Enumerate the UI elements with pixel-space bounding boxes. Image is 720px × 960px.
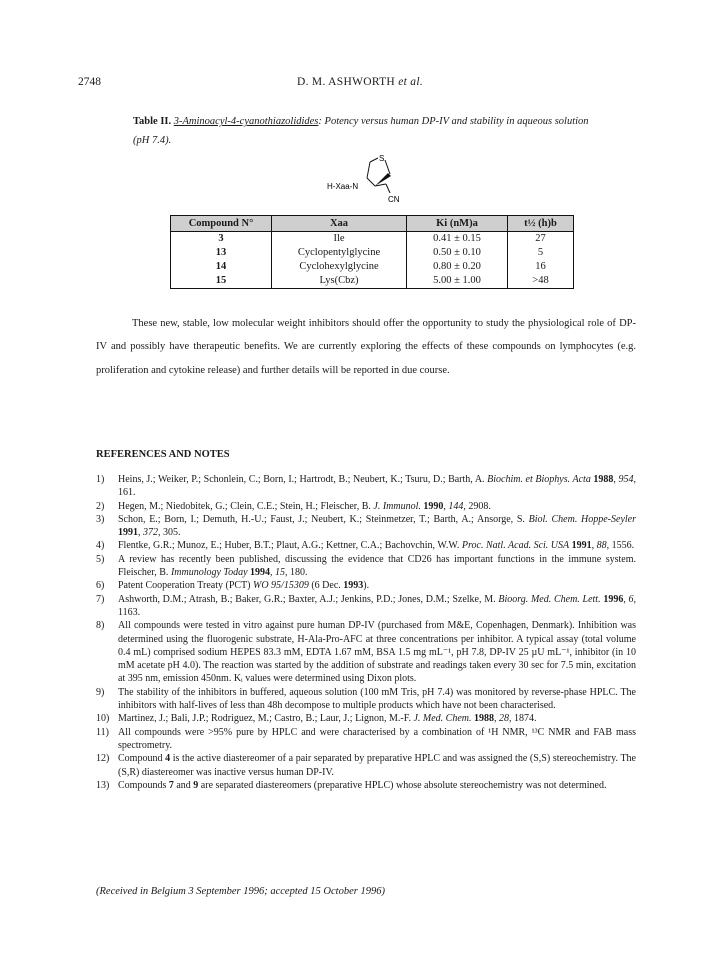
- reference-item: [96, 726, 636, 753]
- cell-xaa: Cyclohexylglycine: [272, 260, 407, 274]
- cell-ki: 5.00 ± 1.00: [407, 274, 508, 289]
- reference-text: Heins, J.; Weiker, P.; Schonlein, C.; Born, I.; Hartrodt, B.; Neubert, K.; Tsuru, D.; Barth, A. Biochim. et Biophys. Acta 1988, 954, 161.: [118, 474, 637, 499]
- table-row: [171, 246, 574, 260]
- reference-item: [96, 619, 636, 685]
- reference-number: 4): [96, 540, 105, 552]
- reference-text: All compounds were >95% pure by HPLC and were characterised by a combination of ¹H NMR, ¹³C NMR and FAB mass spectrometry.: [118, 726, 636, 751]
- reference-number: 3): [96, 513, 105, 525]
- col-header-ki: Ki (nM)a: [407, 216, 508, 232]
- running-head-authors: D. M. ASHWORTH: [296, 76, 396, 88]
- cell-xaa: Ile: [272, 232, 407, 247]
- references-heading: REFERENCES AND NOTES: [96, 449, 230, 460]
- structure-amine-label: H-Xaa-N: [327, 182, 359, 191]
- reference-item: [96, 500, 636, 513]
- reference-text: Patent Cooperation Treaty (PCT) WO 95/15309 (6 Dec. 1993).: [118, 580, 370, 592]
- reference-text: Schon, E.; Born, I.; Demuth, H.-U.; Faust, J.; Neubert, K.; Steinmetzer, T.; Barth, A.; Ansorge, S. Biol. Chem. Hoppe-Seyler 1991, 372, 305.: [118, 513, 636, 539]
- cell-xaa: Cyclopentylglycine: [272, 246, 407, 260]
- page-header: [78, 76, 642, 92]
- reference-item: [96, 752, 636, 779]
- cell-xaa: Lys(Cbz): [272, 274, 407, 289]
- reference-number: 11): [96, 726, 109, 738]
- reference-item: [96, 579, 636, 592]
- reference-number: 5): [96, 553, 105, 565]
- potency-table: [170, 215, 574, 289]
- cell-compound: 15: [215, 275, 227, 286]
- cell-compound: 14: [215, 261, 227, 272]
- reference-item: [96, 553, 636, 580]
- reference-item: [96, 686, 636, 713]
- cell-ki: 0.41 ± 0.15: [407, 232, 508, 247]
- reference-item: [96, 593, 636, 620]
- reference-text: Ashworth, D.M.; Atrash, B.; Baker, G.R.; Baxter, A.J.; Jenkins, P.D.; Jones, D.M.; Szelke, M. Bioorg. Med. Chem. Lett. 1996, 6, 1163.: [118, 593, 637, 618]
- table-title-compound-class: 3-Aminoacyl-4-cyanothiazolidides: [173, 116, 319, 127]
- reference-text: Hegen, M.; Niedobitek, G.; Clein, C.E.; Stein, H.; Fleischer, B. J. Immunol. 1990, 144, 2908.: [118, 500, 491, 512]
- table-row: [171, 274, 574, 289]
- table-title-rest: : Potency versus human DP-IV and stability in aqueous solution (pH 7.4).: [133, 116, 589, 146]
- reference-number: 10): [96, 713, 110, 725]
- cell-half-life: 27: [508, 232, 574, 247]
- reference-item: [96, 513, 636, 540]
- reference-text: A review has recently been published, discussing the evidence that CD26 has important functions in the immune system. Fleischer, B. Immunology Today 1994, 15, 180.: [118, 553, 636, 579]
- structure-sulfur-label: S: [379, 154, 385, 163]
- table-label: Table II.: [133, 116, 172, 127]
- structure-nitrile-label: CN: [388, 195, 400, 204]
- reference-item: [96, 539, 636, 552]
- body-paragraph: These new, stable, low molecular weight inhibitors should offer the opportunity to study the physiological role of DP-IV and possibly have therapeutic benefits. We are currently exploring the effects of these compounds on lymphocytes (e.g. proliferation and cytokine release) and further details will be reported in due course.: [96, 318, 636, 376]
- reference-number: 12): [96, 753, 110, 765]
- reference-text: Compound 4 is the active diastereomer of a pair separated by preparative HPLC and was assigned the (S,S) stereochemistry. The (S,R) diastereomer was inactive versus human DP-IV.: [118, 753, 636, 778]
- references-list: [96, 473, 636, 792]
- cell-compound: 13: [215, 247, 227, 258]
- page-number: 2748: [78, 76, 101, 88]
- cell-half-life: 16: [508, 260, 574, 274]
- reference-text: Compounds 7 and 9 are separated diastereomers (preparative HPLC) whose absolute stereochemistry was not determined.: [118, 779, 607, 791]
- reference-item: [96, 779, 636, 792]
- reference-number: 6): [96, 580, 105, 592]
- col-header-half-life: t½ (h)b: [508, 216, 574, 232]
- reference-number: 7): [96, 593, 105, 605]
- col-header-compound: Compound N°: [171, 216, 272, 232]
- reference-number: 13): [96, 779, 110, 791]
- reference-text: The stability of the inhibitors in buffered, aqueous solution (100 mM Tris, pH 7.4) was monitored by reverse-phase HPLC. The inhibitors with half-lives of less than 48h decompose to multiple products which have not been characterised.: [118, 686, 636, 712]
- reference-text: Flentke, G.R.; Munoz, E.; Huber, B.T.; Plaut, A.G.; Kettner, C.A.; Bachovchin, W.W. Proc. Natl. Acad. Sci. USA 1991, 88, 1556.: [118, 540, 635, 552]
- cell-half-life: >48: [508, 274, 574, 289]
- reference-item: [96, 473, 636, 500]
- reference-number: 9): [96, 686, 105, 698]
- cell-half-life: 5: [508, 246, 574, 260]
- running-head-etal: et al.: [398, 76, 424, 88]
- table-header-row: [171, 216, 574, 232]
- col-header-xaa: Xaa: [272, 216, 407, 232]
- cell-ki: 0.50 ± 0.10: [407, 246, 508, 260]
- running-head: [78, 76, 642, 88]
- table-row: [171, 232, 574, 247]
- table-caption: [133, 112, 603, 150]
- cell-ki: 0.80 ± 0.20: [407, 260, 508, 274]
- table-row: [171, 260, 574, 274]
- reference-number: 2): [96, 500, 105, 512]
- received-note: (Received in Belgium 3 September 1996; accepted 15 October 1996): [96, 886, 385, 897]
- cell-compound: 3: [218, 233, 224, 244]
- reference-text: Martinez, J.; Bali, J.P.; Rodriguez, M.; Castro, B.; Laur, J.; Lignon, M.-F. J. Med. Chem. 1988, 28, 1874.: [118, 713, 537, 725]
- reference-item: [96, 712, 636, 725]
- reference-number: 8): [96, 620, 105, 632]
- reference-text: All compounds were tested in vitro against pure human DP-IV (purchased from M&E, Copenhagen, Denmark). Inhibition was determined using the fluorogenic substrate, H-Ala-Pro-AFC at three concentrations per inhibitor. A typical assay (total volume 0.4 mL) comprised sodium HEPES 83.3 mM, EDTA 1.67 mM, BSA 1.5 mg mL⁻¹, pH 7.8, DP-IV 25 µU mL⁻¹, inhibitor (in 10 mM acetate pH 4.0). The reaction was started by the addition of substrate and readings taken every 30 sec for 7.5 min, excitation at 395 nm, emission 450nm. Kᵢ values were determined using Dixon plots.: [118, 620, 636, 685]
- reference-number: 1): [96, 474, 105, 485]
- thiazolidine-structure: [318, 152, 428, 208]
